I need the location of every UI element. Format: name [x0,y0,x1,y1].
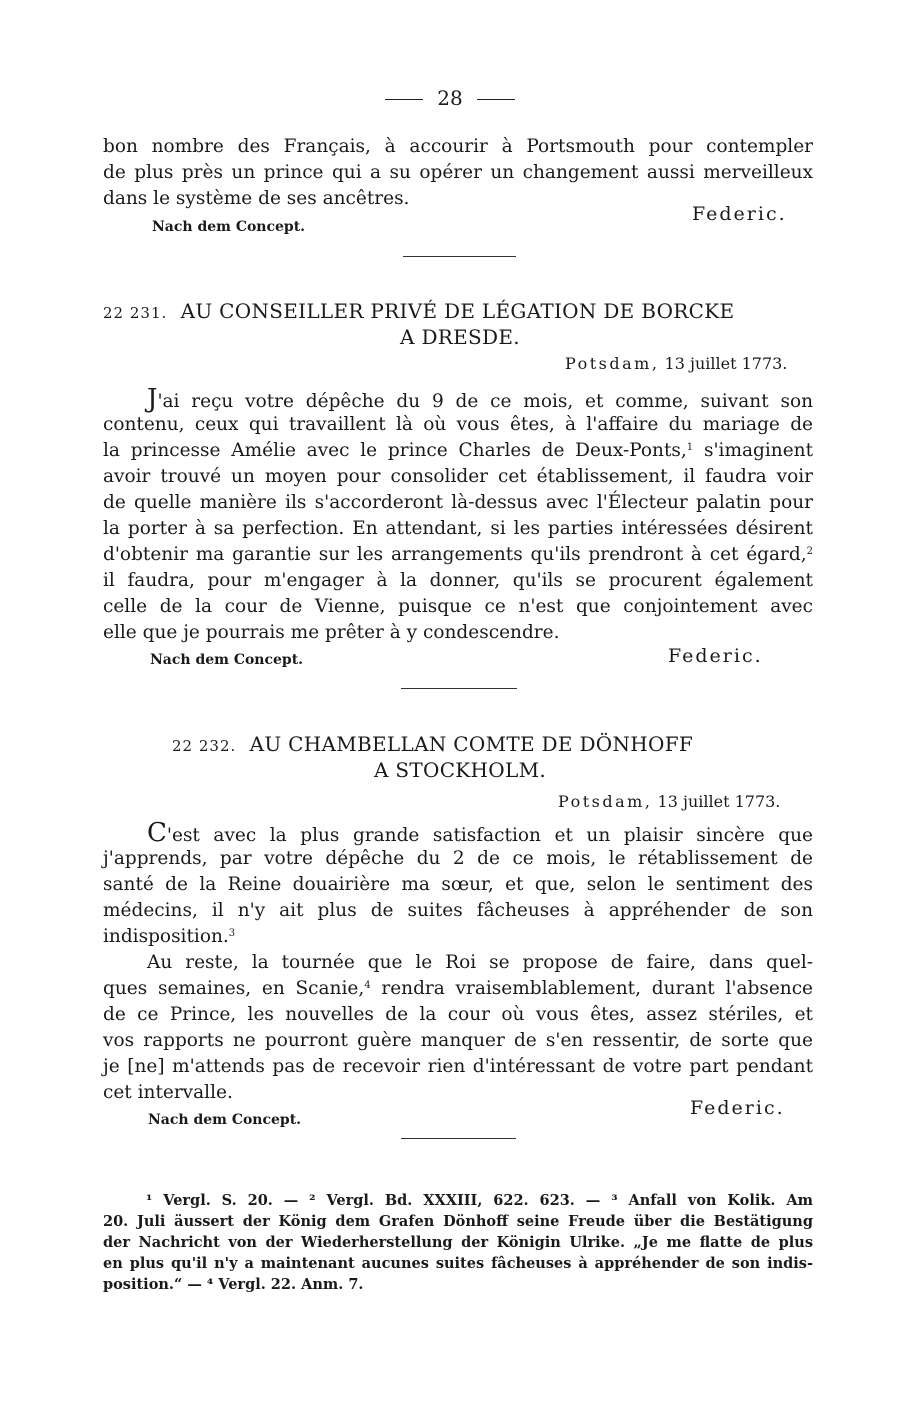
signature: Federic. [668,645,763,667]
section-rule [403,256,516,257]
text-line: vos rapports ne pourront guère manquer de s'en ressentir, de sorte que [103,1030,813,1051]
text-line: J'ai reçu votre dépêche du 9 de ce mois, et comme, suivant son [147,384,813,414]
text-line: la princesse Amélie avec le prince Charles de Deux-Ponts,$^1$ s'imaginent [103,440,814,461]
letter-number: 22 231. [103,304,168,322]
drop-cap: J [147,384,158,414]
text-line: ques semaines, en Scanie,$^4$ rendra vraisemblablement, durant l'absence [103,978,813,999]
letter-date: 13 juillet 1773. [664,354,788,373]
footnote-ref: 2 [806,546,813,557]
footnote-line: en plus qu'il n'y a maintenant aucunes suites fâcheuses à appréhender de son indis- [103,1255,813,1272]
text-line: d'obtenir ma garantie sur les arrangements qu'ils prendront à cet égard,$^2$ [103,544,813,565]
text-line: elle que je pourrais me prêter à y condescendre. [103,622,560,643]
section-rule [401,688,517,689]
footnote-line: 20. Juli äussert der König dem Grafen Dönhoff seine Freude über die Bestätigung [103,1213,813,1230]
letter-heading [103,299,734,323]
text-line: santé de la Reine douairière ma sœur, et que, selon le sentiment des [103,874,813,895]
place-name: Potsdam, [558,792,653,811]
letter-dateline [558,792,780,811]
letter-number: 22 232. [172,737,237,755]
letter-dateline [565,354,787,373]
header-dash-left [385,99,423,100]
footnote-ref: 4 [364,980,371,991]
letter-destination: A DRESDE. [400,325,520,349]
footnote-ref: 3 [228,928,236,939]
place-name: Potsdam, [565,354,660,373]
drop-cap: C [147,818,167,848]
letter-heading [172,732,693,756]
source-note: Nach dem Concept. [150,652,304,668]
section-rule [401,1138,516,1139]
text-line: il faudra, pour m'engager à la donner, qu'ils se procurent également [103,570,813,591]
letter-title: AU CONSEILLER PRIVÉ DE LÉGATION DE BORCKE [180,299,735,323]
source-note: Nach dem Concept. [152,219,306,235]
text-line: je [ne] m'attends pas de recevoir rien d'intéressant de votre part pendant [103,1056,813,1077]
letter-date: 13 juillet 1773. [657,792,781,811]
letter-destination: A STOCKHOLM. [373,758,547,782]
footnote-line: ¹ Vergl. S. 20. — ² Vergl. Bd. XXXIII, 622. 623. — ³ Anfall von Kolik. Am [146,1192,813,1209]
text-line: contenu, ceux qui travaillent là où vous êtes, à l'affaire du mariage de [103,414,813,435]
text-line: de quelle manière ils s'accorderont là-dessus avec l'Électeur palatin pour [103,492,813,513]
text-line: cet intervalle. [103,1082,233,1103]
page-header [0,86,900,110]
text-line: de ce Prince, les nouvelles de la cour où vous êtes, assez stériles, et [103,1004,813,1025]
text-line: Au reste, la tournée que le Roi se propose de faire, dans quel- [147,952,813,973]
text-line: la porter à sa perfection. En attendant, si les parties intéressées désirent [103,518,813,539]
text-line: celle de la cour de Vienne, puisque ce n'est que conjointement avec [103,596,813,617]
text-line: indisposition.$^3$ [103,926,236,947]
text-line: j'apprends, par votre dépêche du 2 de ce mois, le rétablissement de [103,848,813,869]
source-note: Nach dem Concept. [148,1112,302,1128]
signature: Federic. [690,1097,785,1119]
footnote-line: der Nachricht von der Wiederherstellung der Königin Ulrike. „Je me flatte de plus [103,1234,813,1251]
text-line: C'est avec la plus grande satisfaction et un plaisir sincère que [147,818,813,848]
text-line: bon nombre des Français, à accourir à Portsmouth pour contempler [103,136,813,157]
footnote-line: position.“ — ⁴ Vergl. 22. Anm. 7. [103,1276,364,1293]
letter-title: AU CHAMBELLAN COMTE DE DÖNHOFF [249,732,694,756]
header-dash-right [477,99,515,100]
text-line: de plus près un prince qui a su opérer un changement aussi merveilleux [103,162,813,183]
text-line: médecins, il n'y ait plus de suites fâcheuses à appréhender de son [103,900,813,921]
text-line: dans le système de ses ancêtres. [103,188,410,209]
text-line: avoir trouvé un moyen pour consolider cet établissement, il faudra voir [103,466,813,487]
page-number: 28 [437,86,463,110]
signature: Federic. [692,203,787,225]
footnote-ref: 1 [686,442,694,453]
